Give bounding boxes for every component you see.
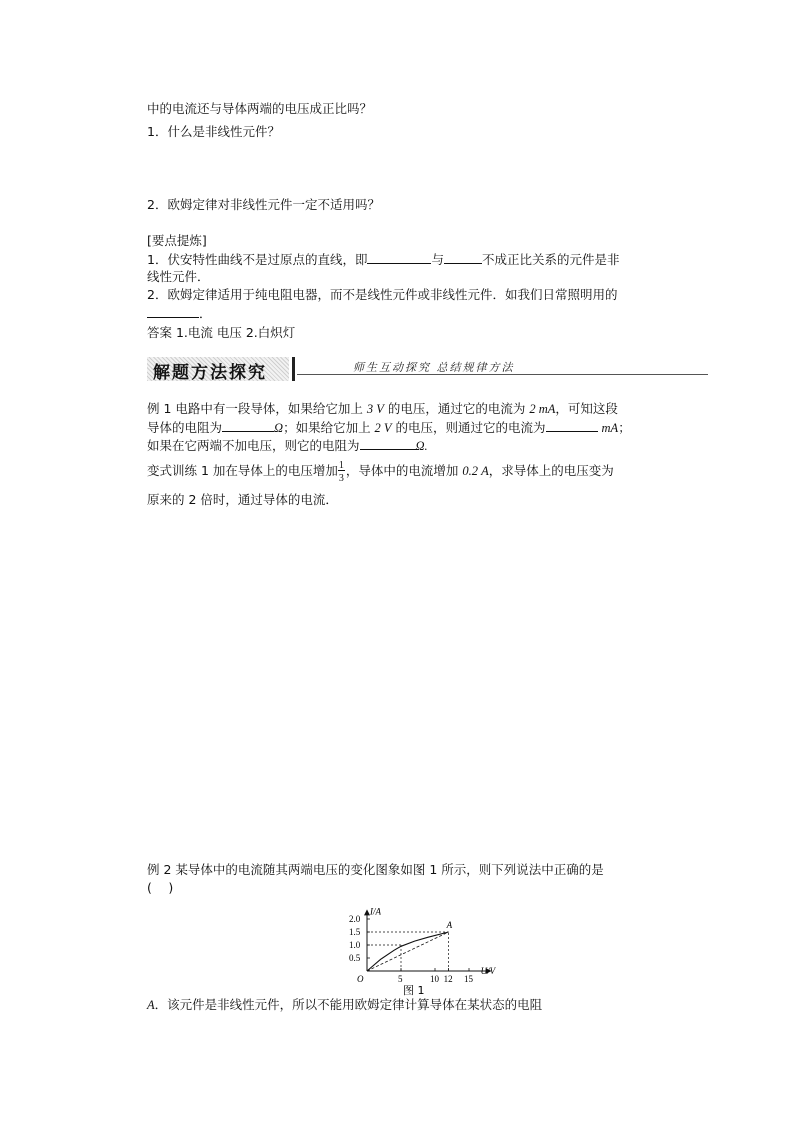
current-value: 2 mA (529, 402, 556, 416)
example-1-text: 导体的电阻为 (147, 420, 223, 435)
point-a-label: A (446, 920, 453, 930)
key-point-1-cont: 线性元件． (147, 269, 210, 284)
x-tick-label: 12 (443, 974, 453, 984)
banner-subtitle: 师生互动探究 总结规律方法 (353, 361, 515, 374)
banner-title: 解题方法探究 (153, 363, 267, 383)
example-1-text: 例 1 电路中有一段导体，如果给它加上 (147, 401, 367, 416)
ma-unit: mA (601, 421, 619, 435)
blank-resistance[interactable] (222, 419, 274, 432)
option-a-label: A (147, 998, 155, 1012)
x-tick-label: 15 (464, 974, 473, 984)
question-1: 1．什么是非线性元件？ (147, 124, 280, 139)
section-banner (147, 357, 708, 381)
y-axis-label: I/A (370, 906, 381, 917)
y-tick-label: 2.0 (349, 914, 361, 924)
key-point-1-text-a: 1．伏安特性曲线不是过原点的直线，即 (147, 252, 368, 267)
example-1-line-2 (147, 419, 631, 436)
example-1-text: ，可知这段 (555, 401, 618, 416)
key-point-2-end: ． (199, 306, 212, 321)
key-points-heading: [要点提炼] (147, 233, 207, 248)
key-point-2: 2．欧姆定律适用于纯电阻电器，而不是线性元件或非线性元件．如我们日常照明用的 (147, 287, 618, 302)
intro-question-tail: 中的电流还与导体两端的电压成正比吗？ (147, 101, 373, 116)
voltage-value: 3 V (366, 402, 384, 416)
x-axis-label: U/V (480, 966, 496, 976)
variant-text: 变式训练 1 加在导体上的电压增加 (147, 463, 338, 478)
variant-training-1-line-1 (147, 459, 614, 484)
fraction-one-third (338, 459, 346, 484)
fraction-numerator: 1 (338, 459, 344, 471)
option-a (147, 997, 542, 1013)
blank-current-ma[interactable] (546, 419, 598, 432)
figure-caption: 图 1 (403, 984, 425, 997)
variant-text: ，导体中的电流增加 (345, 463, 463, 478)
y-tick-label: 1.5 (349, 927, 361, 937)
y-tick-label: 0.5 (349, 953, 361, 963)
example-1-text: ； (618, 420, 631, 435)
key-point-1 (147, 251, 620, 268)
example-1-line-1 (147, 401, 618, 417)
voltage-value: 2 V (374, 421, 392, 435)
x-tick-label: 5 (398, 974, 403, 984)
fraction-denominator: 3 (338, 472, 344, 484)
question-2: 2．欧姆定律对非线性元件一定不适用吗？ (147, 197, 380, 212)
iu-dashed-line (367, 932, 449, 971)
example-1-line-3 (147, 437, 428, 454)
answer: 答案 1.电流 电压 2.白炽灯 (147, 325, 296, 340)
example-2-answer-bracket: ( ) (147, 880, 174, 895)
current-increase: 0.2 A (462, 464, 489, 478)
y-tick-label: 1.0 (349, 940, 361, 950)
key-point-2-cont (147, 305, 212, 322)
key-point-1-text-c: 不成正比关系的元件是非 (481, 252, 620, 267)
x-tick-label: 10 (430, 974, 439, 984)
example-1-text: 如果在它两端不加电压，则它的电阻为 (147, 438, 360, 453)
banner-divider (292, 357, 295, 381)
example-2-line-1: 例 2 某导体中的电流随其两端电压的变化图象如图 1 所示，则下列说法中正确的是 (147, 862, 604, 877)
ohm-unit: Ω. (415, 439, 428, 453)
blank-voltage[interactable] (444, 251, 482, 264)
origin-label: O (357, 974, 364, 984)
blank-resistance-zero[interactable] (360, 437, 416, 450)
example-1-text: 的电压，则通过它的电流为 (391, 420, 546, 435)
key-point-1-text-b: 与 (431, 252, 444, 267)
ohm-unit: Ω (274, 421, 284, 435)
variant-training-1-line-2: 原来的 2 倍时，通过导体的电流． (147, 492, 338, 507)
blank-current[interactable] (367, 251, 431, 264)
iu-graph (345, 898, 496, 998)
option-a-text: ．该元件是非线性元件，所以不能用欧姆定律计算导体在某状态的电阻 (154, 997, 543, 1012)
blank-lamp[interactable] (147, 305, 199, 318)
example-1-text: ；如果给它加上 (283, 420, 375, 435)
example-1-text: 的电压，通过它的电流为 (383, 401, 530, 416)
variant-text: ，求导体上的电压变为 (488, 463, 614, 478)
